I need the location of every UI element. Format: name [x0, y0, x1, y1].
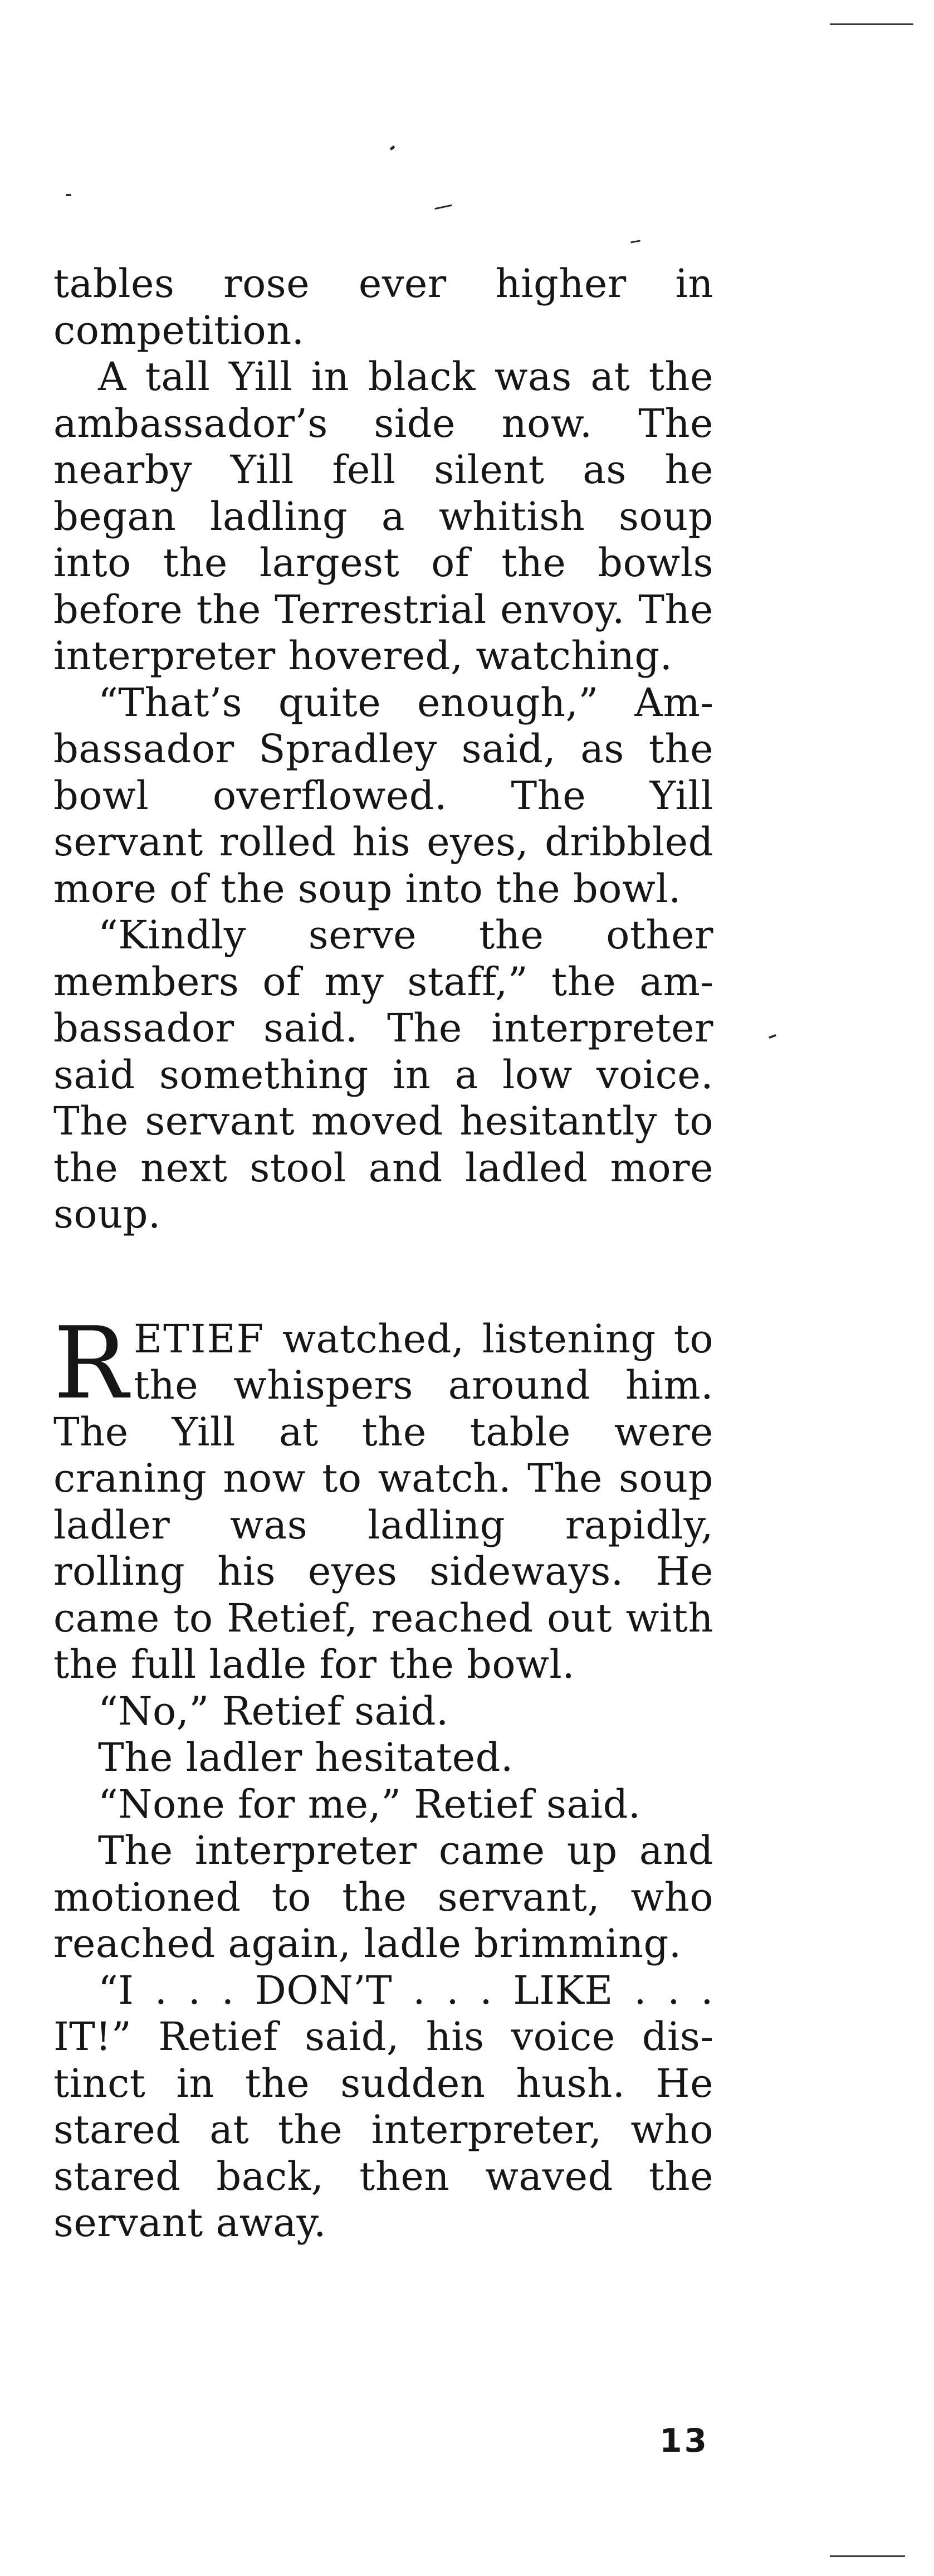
- print-speck: [66, 194, 71, 196]
- paragraph: “Kindly serve the other members of my staff,” the ambassador said. The interpreter said something in a low voice. The servant moved hesitantly to the next stool and ladled more soup.: [53, 912, 713, 1237]
- paragraph: The interpreter came up and motioned to the servant, who reached again, ladle brimming.: [53, 1828, 713, 1966]
- print-speck: [769, 1034, 777, 1039]
- top-edge-rule: [830, 23, 913, 25]
- paragraph: A tall Yill in black was at the ambassador’s side now. The nearby Yill fell silent as he began ladling a whitish soup into the largest of the bowls before the Terrestrial envoy. The interpreter hovered, watching.: [53, 354, 713, 679]
- text-column: [53, 261, 713, 2247]
- dropcap-paragraph: [53, 1305, 713, 1688]
- bottom-edge-rule: [830, 2555, 905, 2557]
- section-break: [53, 1238, 713, 1316]
- dropcap-word: RETIEF: [53, 1305, 265, 1421]
- paragraph-text: watched, listening to the whispers around him. The Yill at the table were craning now to watch. The soup ladler was ladling rapidly, rolling his eyes sideways. He came to Retief, reached out with the full ladle for the bowl.: [53, 1316, 713, 1687]
- print-speck: [389, 145, 395, 151]
- paragraph: The ladler hesitated.: [98, 1735, 514, 1780]
- paragraph: tables rose ever higher in competition.: [53, 261, 713, 353]
- paragraph: “I . . . DON’T . . . LIKE . . . IT!” Retief said, his voice distinct in the sudden hush. He stared at the interpreter, who stared back, then waved the servant away.: [53, 1967, 713, 2246]
- paragraph: “No,” Retief said.: [98, 1688, 449, 1734]
- print-speck: [630, 240, 640, 243]
- paragraph: “That’s quite enough,” Ambassador Spradley said, as the bowl overflowed. The Yill servant rolled his eyes, dribbled more of the soup into the bowl.: [53, 679, 713, 912]
- print-speck: [434, 204, 452, 210]
- page-number: 13: [659, 2422, 709, 2460]
- paragraph: “None for me,” Retief said.: [98, 1781, 641, 1827]
